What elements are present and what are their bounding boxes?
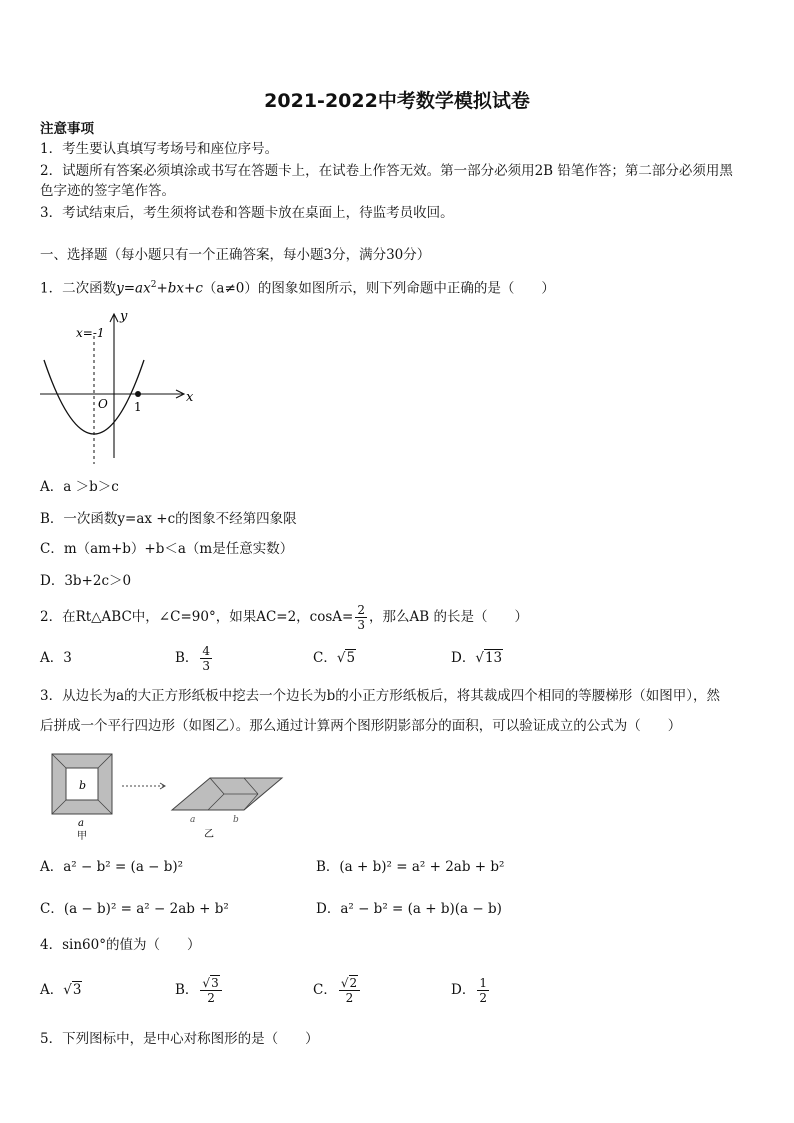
q4-option-c-num: 2	[349, 976, 358, 990]
q2-frac-den: 3	[357, 618, 365, 632]
question-4-stem: 4．sin60°的值为（ ）	[40, 937, 201, 953]
q2-text-a: 2．在Rt△ABC中，∠C=90°，如果AC=2，cosA=	[40, 609, 354, 625]
q3-option-d: D．a² − b² = (a + b)(a − b)	[316, 901, 502, 917]
axis-label: x=-1	[76, 326, 105, 340]
q3-option-b: B．(a + b)² = a² + 2ab + b²	[316, 859, 505, 875]
q4-option-c: C． $\frac{√2}{2}$	[313, 970, 451, 1010]
question-2-stem	[40, 598, 528, 636]
q2-option-c-label: C．	[313, 650, 337, 666]
q3-option-c: C．(a − b)² = a² − 2ab + b²	[40, 901, 229, 917]
notice-item-3: 3．考试结束后，考生须将试卷和答题卡放在桌面上，待监考员收回。	[40, 205, 454, 221]
q4-option-b-label: B．	[175, 982, 199, 998]
question-3-line-1: 3．从边长为a的大正方形纸板中挖去一个边长为b的小正方形纸板后，将其裁成四个相同的等腰梯形（如图甲），然	[40, 688, 721, 704]
q4-option-a-rad: 3	[72, 982, 82, 998]
q2-option-b	[175, 640, 313, 676]
fig-b2-label: b	[233, 815, 239, 825]
q4-option-d	[451, 976, 491, 1005]
q4-option-b-den: 2	[207, 991, 215, 1005]
q3-figure	[44, 748, 294, 844]
q2-option-c: C．√5	[313, 650, 356, 666]
fig-yi-label: 乙	[204, 829, 214, 840]
q2-options	[40, 640, 503, 676]
q1-parabola-graph	[36, 308, 206, 468]
q4-option-d-label: D．	[451, 982, 476, 998]
q2-option-d: D．√13	[451, 650, 503, 666]
q4-option-b-num: 3	[211, 976, 219, 990]
notice-item-2-cont: 色字迹的签字笔作答。	[40, 183, 175, 199]
q4-option-d-num: 1	[479, 976, 487, 990]
notice-item-1: 1．考生要认真填写考场号和座位序号。	[40, 141, 279, 157]
notice-item-2: 2．试题所有答案必须填涂或书写在答题卡上，在试卷上作答无效。第一部分必须用2B 铅笔作答；第二部分必须用黑	[40, 163, 733, 179]
fig-b-label: b	[79, 779, 87, 792]
q2-option-b-den: 3	[202, 659, 211, 673]
question-3-line-2: 后拼成一个平行四边形（如图乙）。那么通过计算两个图形阴影部分的面积，可以验证成立的公式为（ ）	[40, 718, 682, 734]
q4-options	[40, 970, 491, 1010]
q1-option-d: D．3b+2c＞0	[40, 573, 132, 589]
q4-option-b: B． $\frac{√3}{2}$	[175, 970, 313, 1010]
section-heading: 一、选择题（每小题只有一个正确答案，每小题3分，满分30分）	[40, 247, 431, 263]
fig-a-label: a	[78, 818, 84, 829]
fig-a2-label: a	[190, 815, 196, 825]
fig-jia-label: 甲	[77, 831, 87, 842]
x-label: x	[186, 390, 194, 405]
q4-option-a: A．√3	[40, 982, 82, 998]
question-5-stem: 5．下列图标中，是中心对称图形的是（ ）	[40, 1031, 319, 1047]
q2-option-a: A．3	[40, 650, 72, 666]
q1-option-b: B．一次函数y=ax +c的图象不经第四象限	[40, 511, 297, 527]
q1-formula-lhs: y	[116, 280, 124, 297]
page-title: 2021-2022中考数学模拟试卷	[264, 90, 530, 112]
q2-option-b-num: 4	[202, 644, 211, 658]
q2-text-b: ，那么AB 的长是（ ）	[369, 609, 528, 625]
origin-label: O	[98, 397, 108, 411]
q1-formula-a: ax	[135, 280, 151, 297]
q1-condition: （a≠0）的图象如图所示，则下列命题中正确的是（ ）	[202, 280, 555, 297]
q1-option-c: C．m（am+b）+b＜a（m是任意实数）	[40, 541, 294, 557]
q1-formula-eq: =	[123, 280, 136, 297]
q1-option-a: A．a ＞b＞c	[40, 479, 119, 495]
q2-option-d-label: D．	[451, 650, 476, 666]
root-point	[135, 391, 141, 397]
question-1-stem	[40, 276, 555, 298]
q4-option-c-den: 2	[345, 991, 354, 1005]
q2-option-b-label: B．	[175, 650, 199, 666]
q1-prefix: 1．二次函数	[40, 280, 117, 297]
q2-option-c-rad: 5	[346, 650, 356, 666]
y-label: y	[120, 309, 128, 324]
q4-option-a-label: A．	[40, 982, 64, 998]
root-label: 1	[134, 400, 142, 414]
q1-formula-sq: 2	[150, 280, 157, 290]
q1-formula-rest: +bx+c	[156, 280, 203, 297]
q2-option-d-rad: 13	[484, 650, 503, 666]
q3-option-a: A．a² − b² = (a − b)²	[40, 859, 184, 875]
q2-fraction	[355, 603, 367, 632]
q4-option-c-label: C．	[313, 982, 337, 998]
notice-heading: 注意事项	[40, 121, 94, 137]
q2-frac-num: 2	[357, 603, 365, 617]
q4-option-d-den: 2	[479, 991, 487, 1005]
